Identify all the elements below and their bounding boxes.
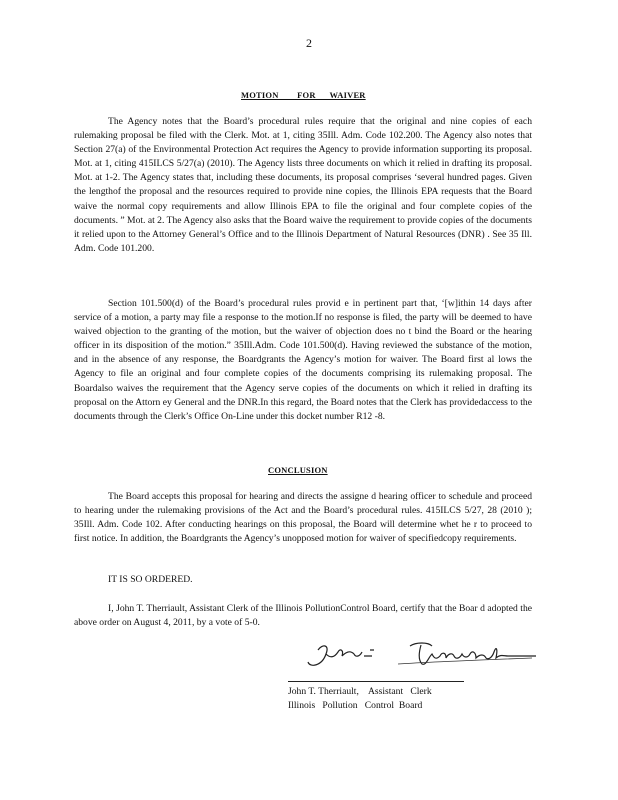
signer-name-title: John T. Therriault, Assistant Clerk bbox=[288, 686, 432, 697]
certification-paragraph: I, John T. Therriault, Assistant Clerk of the Illinois PollutionControl Board, certify that the Boar d adopted the above order on August 4, 2011, by a vote of 5-0. bbox=[74, 603, 532, 629]
motion-paragraph-2: Section 101.500(d) of the Board’s procedural rules provid e in pertinent part that, ‘[w]ithin 14 days after service of a motion, a party may file a response to the motion.If no response is filed, the party will be deemed to have waived objection to the granting of the motion, but the waiver of objection does no t bind the Board or the hearing officer in its disposition of the motion.” 35Ill.Adm. Code 101.500(d). Having reviewed the substance of the motion, and in the absence of any response, the Boardgrants the Agency’s motion for waiver. The Board first al lows the Agency to file an original and four complete copies of the documents comprising its rulemaking proposal. The Boardalso waives the requirement that the Agency serve copies of the documents on which it relied in drafting its proposal on the Attorn ey General and the DNR.In this regard, the Board notes that the Clerk has providedaccess to the documents through the Clerk’s Office On-Line under this docket number R12 -8. bbox=[74, 298, 532, 422]
handwritten-signature bbox=[300, 636, 540, 676]
signature-graphic bbox=[300, 636, 540, 676]
conclusion-paragraph: The Board accepts this proposal for hearing and directs the assigne d hearing officer to schedule and proceed to hearing under the rulemaking provisions of the Act and the Board’s procedural rules. 415ILCS 5/27, 28 (2010 ); 35Ill. Adm. Code 102. After conducting hearings on this proposal, the Board will determine whet he r to proceed to first notice. In addition, the Boardgrants the Agency’s unopposed motion for waiver of specifiedcopy requirements. bbox=[74, 491, 532, 545]
page-number: 2 bbox=[306, 36, 312, 50]
so-ordered-line: IT IS SO ORDERED. bbox=[108, 574, 193, 585]
motion-paragraph-1: The Agency notes that the Board’s procedural rules require that the original and nine copies of each rulemaking proposal be filed with the Clerk. Mot. at 1, citing 35Ill. Adm. Code 102.200. The Agency also notes that Section 27(a) of the Environmental Protection Act requires the Agency to provide information supporting its proposal. Mot. at 1, citing 415ILCS 5/27(a) (2010). The Agency lists three documents on which it relied in drafting its proposal. Mot. at 1-2. The Agency states that, including these documents, its proposal comprises ‘several hundred pages. Given the lengthof the proposal and the resources required to provide nine copies, the Illinois EPA requests that the Board waive the normal copy requirements and allow Illinois EPA to file the original and four complete copies of the documents. ” Mot. at 2. The Agency also asks that the Board waive the requirement to provide copies of the documents it relied upon to the Attorney General’s Office and to the Illinois Department of Natural Resources (DNR) . See 35 Ill. Adm. Code 101.200. bbox=[74, 116, 532, 254]
conclusion-heading: CONCLUSION bbox=[268, 465, 328, 475]
signer-organization: Illinois Pollution Control Board bbox=[288, 700, 423, 711]
motion-for-waiver-heading: MOTION FOR WAIVER bbox=[241, 90, 366, 100]
signature-line bbox=[288, 681, 464, 682]
